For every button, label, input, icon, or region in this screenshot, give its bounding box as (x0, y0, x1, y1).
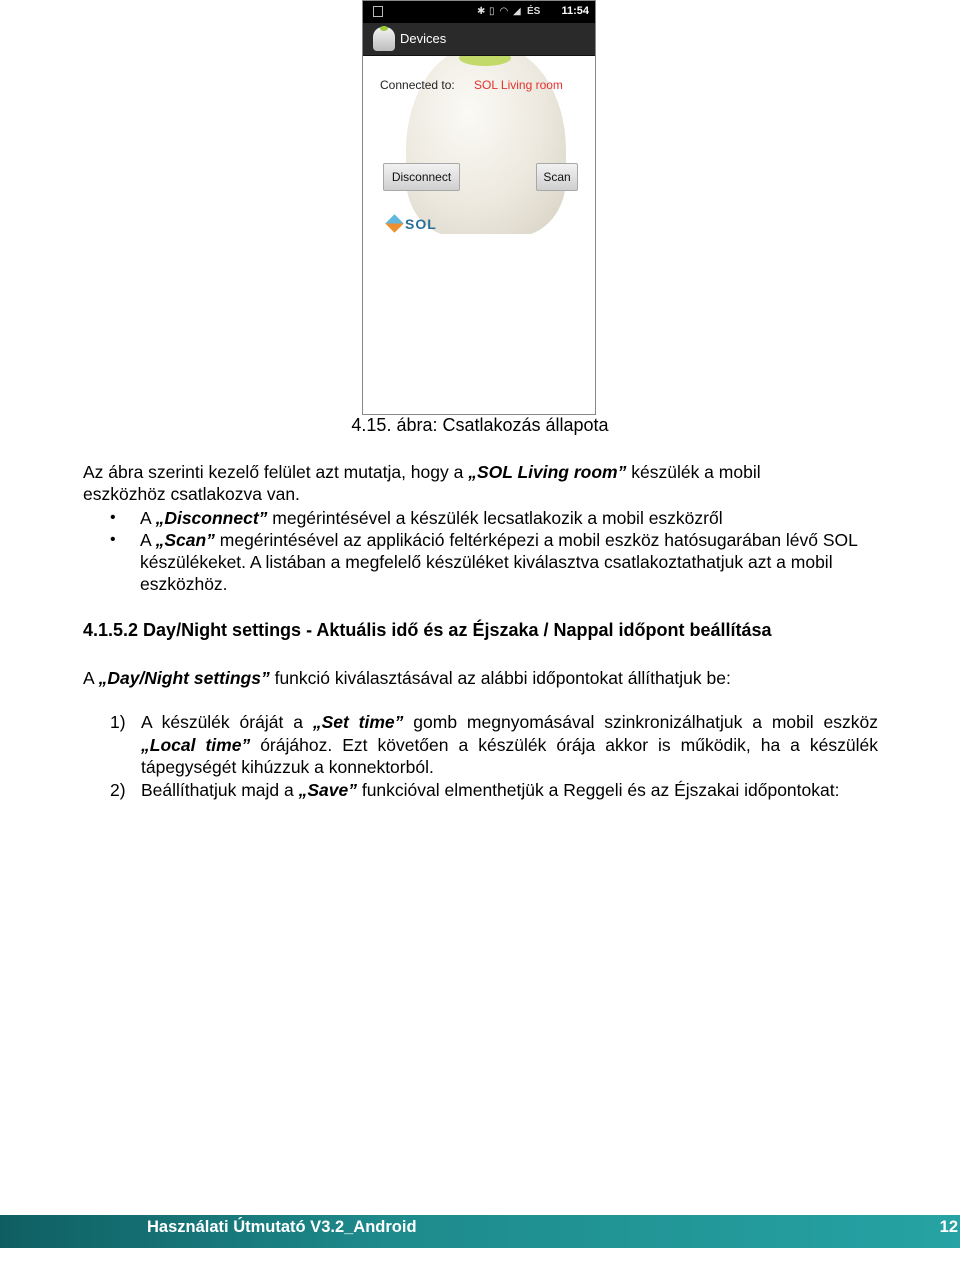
bullet-text: megérintésével az applikáció feltérképezi a mobil eszköz hatósugarában lévő SOL készülékeket. A listában a megfelelő készüléket kiválasztva csatlakoztathatjuk azt a mobil eszközhöz. (140, 530, 858, 594)
item-emphasis: „Save” (298, 779, 357, 800)
bullet-text: A (140, 530, 156, 550)
item-number: 1) (110, 712, 126, 732)
item-text: gomb megnyomásával szinkronizálhatjuk a mobil eszköz (403, 712, 878, 732)
intro-emphasis: „SOL Living room” (468, 462, 627, 482)
item-text: Beállíthatjuk majd a (141, 779, 299, 800)
bullet-text: A (140, 508, 156, 528)
battery-icon: ÉS (527, 6, 541, 17)
section-intro-text: A (83, 668, 99, 688)
item-text: funkcióval elmenthetjük a Reggeli és az Éjszakai időpontokat: (356, 779, 840, 800)
disconnect-button[interactable]: Disconnect (383, 163, 460, 191)
section-heading: 4.1.5.2 Day/Night settings - Aktuális idő és az Éjszaka / Nappal időpont beállítása (83, 620, 772, 640)
action-bar (363, 23, 595, 56)
section-intro-emphasis: „Day/Night settings” (98, 668, 270, 688)
bluetooth-icon: ✱ (477, 6, 486, 17)
vibrate-icon: ▯ (489, 6, 495, 17)
status-time: 11:54 (561, 5, 589, 17)
bullet-item (110, 507, 870, 529)
bullet-item (110, 529, 870, 595)
item-emphasis: „Set time” (312, 712, 404, 732)
intro-text-end: készülék a mobil (626, 462, 761, 482)
item-text: órájához. Ezt követően a készülék órája akkor is működik, ha a készülék tápegységét kihúzzuk a konnektorból. (141, 734, 878, 777)
notification-icon (373, 6, 383, 17)
scan-button[interactable]: Scan (536, 163, 578, 191)
page-footer (0, 1215, 960, 1248)
app-title: Devices (400, 31, 447, 46)
connected-label: Connected to: (380, 78, 455, 92)
item-number: 2) (110, 779, 126, 800)
figure-caption: 4.15. ábra: Csatlakozás állapota (351, 415, 609, 435)
bullet-icon: • (110, 509, 116, 526)
wifi-icon: ◠ (500, 6, 508, 17)
bullet-icon: • (110, 531, 116, 548)
bullet-emphasis: „Disconnect” (155, 508, 268, 528)
bullet-list (110, 507, 870, 595)
page-number: 12 (939, 1218, 958, 1236)
phone-screenshot (362, 0, 596, 415)
bullet-text: megérintésével a készülék lecsatlakozik a mobil eszközről (267, 508, 723, 528)
sol-logo-icon (385, 214, 403, 232)
intro-text: Az ábra szerinti kezelő felület azt mutatja, hogy a (83, 462, 469, 482)
signal-icon: ◢ (513, 6, 521, 17)
item-emphasis: „Local time” (141, 734, 251, 755)
numbered-item (110, 711, 878, 779)
numbered-item (110, 779, 878, 802)
app-icon (373, 27, 395, 51)
section-intro-text-end: funkció kiválasztásával az alábbi időpontokat állíthatjuk be: (269, 668, 731, 688)
footer-title: Használati Útmutató V3.2_Android (147, 1218, 417, 1236)
status-bar (363, 1, 595, 23)
sol-logo-text: SOL (405, 216, 437, 232)
section-intro (83, 667, 731, 689)
intro-paragraph (83, 461, 761, 505)
connected-device-name: SOL Living room (474, 78, 563, 92)
numbered-list (110, 711, 878, 801)
item-text: A készülék óráját a (141, 712, 313, 732)
intro-text-line2: eszközhöz csatlakozva van. (83, 484, 300, 504)
device-screen (363, 56, 595, 234)
bullet-emphasis: „Scan” (155, 530, 215, 550)
